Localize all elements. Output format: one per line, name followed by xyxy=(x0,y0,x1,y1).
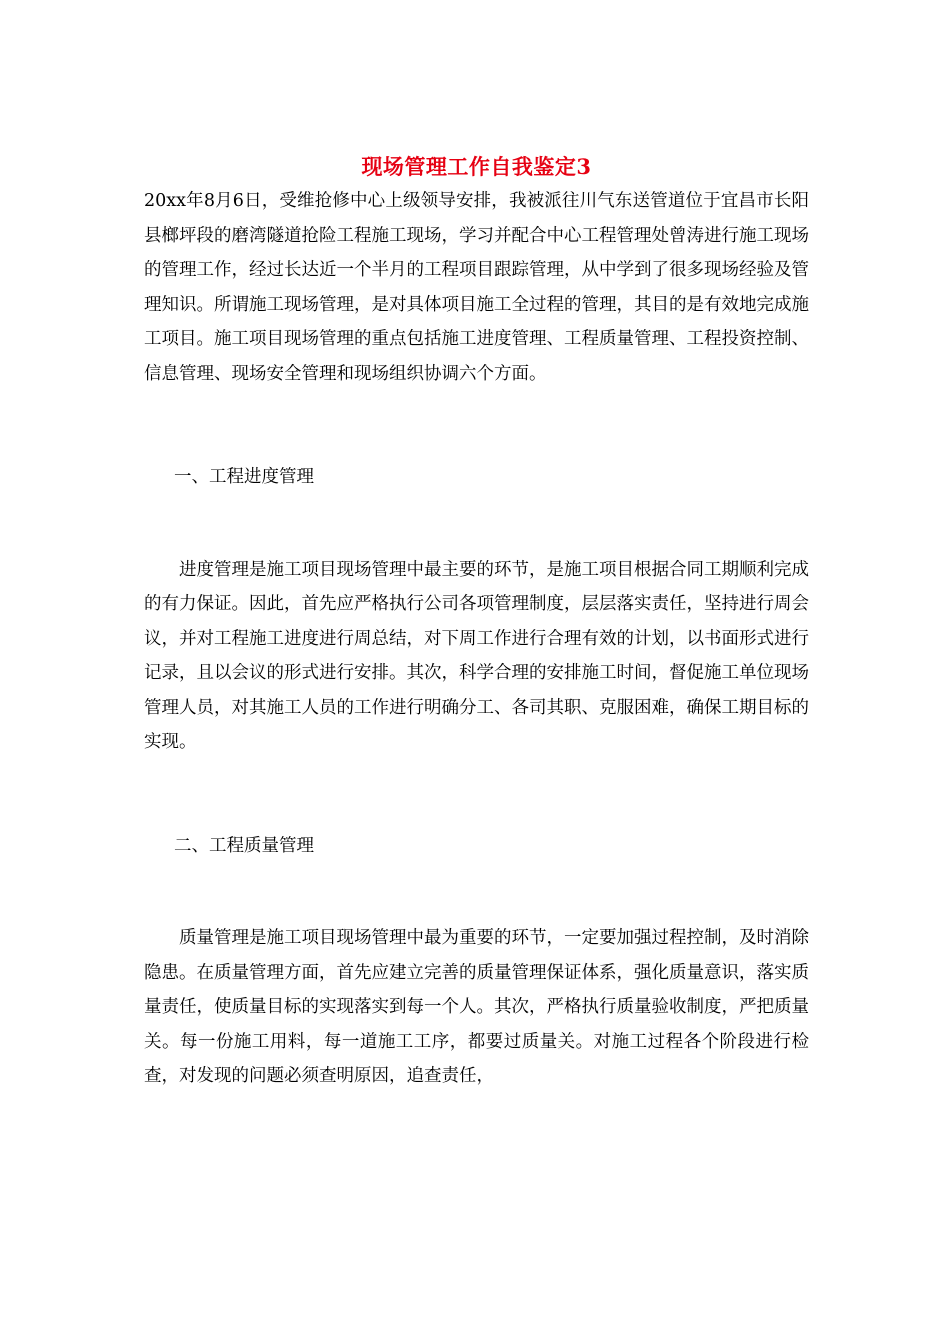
section-heading-quality: 二、工程质量管理 xyxy=(174,835,314,856)
spacer xyxy=(144,391,809,460)
document-title: 现场管理工作自我鉴定3 xyxy=(361,154,592,179)
spacer xyxy=(144,760,809,829)
section-heading-progress: 一、工程进度管理 xyxy=(174,467,314,487)
document-page xyxy=(144,152,809,1094)
spacer xyxy=(144,863,809,921)
section-body-quality: 质量管理是施工项目现场管理中最为重要的环节，一定要加强过程控制，及时消除隐患。在质量管理方面，首先应建立完善的质量管理保证体系，强化质量意识，落实质量责任，使质量目标的实现落实到每一个人。其次，严格执行质量验收制度，严把质量关。每一份施工用料，每一道施工工序，都要过质量关。对施工过程各个阶段进行检查，对发现的问题必须查明原因，追查责任， xyxy=(144,928,809,1086)
spacer xyxy=(144,495,809,553)
section-body-progress: 进度管理是施工项目现场管理中最主要的环节，是施工项目根据合同工期顺利完成的有力保证。因此，首先应严格执行公司各项管理制度，层层落实责任，坚持进行周会议，并对工程施工进度进行周总结，对下周工作进行合理有效的计划，以书面形式进行记录，且以会议的形式进行安排。其次，科学合理的安排施工时间，督促施工单位现场管理人员，对其施工人员的工作进行明确分工、各司其职、克服困难，确保工期目标的实现。 xyxy=(144,559,809,752)
intro-paragraph: 20xx年8月6日，受维抢修中心上级领导安排，我被派往川气东送管道位于宜昌市长阳县榔坪段的磨湾隧道抢险工程施工现场，学习并配合中心工程管理处曾涛进行施工现场的管理工作，经过长达近一个半月的工程项目跟踪管理，从中学到了很多现场经验及管理知识。所谓施工现场管理，是对具体项目施工全过程的管理，其目的是有效地完成施工项目。施工项目现场管理的重点包括施工进度管理、工程质量管理、工程投资控制、信息管理、现场安全管理和现场组织协调六个方面。 xyxy=(144,191,809,384)
